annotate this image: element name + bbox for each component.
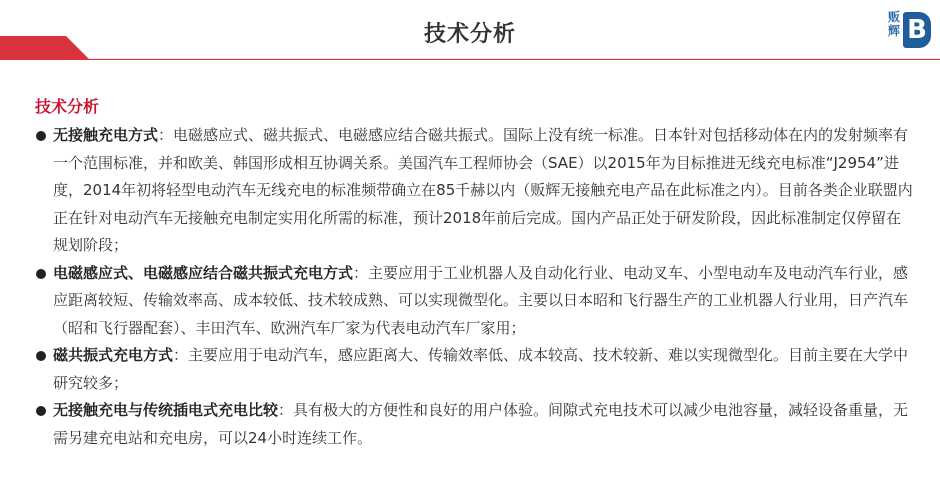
bullet-item <box>33 260 913 343</box>
bullet-text: ：电磁感应式、磁共振式、电磁感应结合磁共振式。国际上没有统一标准。日本针对包括移动体在内的发射频率有一个范围标准，并和欧美、韩国形成相互协调关系。美国汽车工程师协会（SAE）以2015年为目标推进无线充电标准“J2954”进度，2014年初将轻型电动汽车无线充电的标准频带确立在85千赫以内（贩辉无接触充电产品在此标准之内）。目前各类企业联盟内正在针对电动汽车无接触充电制定实用化所需的标准，预计2018年前后完成。国内产品正处于研发阶段，因此标准制定仅停留在规划阶段； <box>53 126 913 254</box>
section-heading: 技术分析 <box>35 97 100 116</box>
bullet-text: ：主要应用于工业机器人及自动化行业、电动叉车、小型电动车及电动汽车行业，感应距离较短、传输效率高、成本较低、技术较成熟、可以实现微型化。主要以日本昭和飞行器生产的工业机器人行业用，日产汽车（昭和飞行器配套）、丰田汽车、欧洲汽车厂家为代表电动汽车厂家用； <box>53 263 909 337</box>
bullet-lead: 无接触充电与传统插电式充电比较 <box>53 401 279 419</box>
bullet-text: ：主要应用于电动汽车，感应距离大、传输效率低、成本较高、技术较新、难以实现微型化。目前主要在大学中研究较多； <box>53 346 909 392</box>
page-title: 技术分析 <box>423 22 516 47</box>
bullet-item <box>33 342 913 397</box>
logo <box>888 10 932 50</box>
bullet-dot-icon <box>36 406 46 416</box>
bullet-lead: 电磁感应式、电磁感应结合磁共振式充电方式 <box>53 263 354 282</box>
bullet-dot-icon <box>36 131 46 141</box>
bullet-item <box>33 397 913 452</box>
bullet-dot-icon <box>36 351 46 361</box>
bullet-item <box>33 122 913 260</box>
logo-text: 贩辉 <box>888 10 901 38</box>
bullet-text: ：具有极大的方便性和良好的用户体验。间隙式充电技术可以减少电池容量，减轻设备重量，无需另建充电站和充电房，可以24小时连续工作。 <box>53 401 909 447</box>
bullet-list <box>33 122 913 452</box>
bullet-dot-icon <box>36 269 46 279</box>
logo-letter: B <box>903 12 931 48</box>
bullet-lead: 磁共振式充电方式 <box>53 346 174 364</box>
bullet-lead: 无接触充电方式 <box>53 126 159 144</box>
header <box>0 0 940 60</box>
